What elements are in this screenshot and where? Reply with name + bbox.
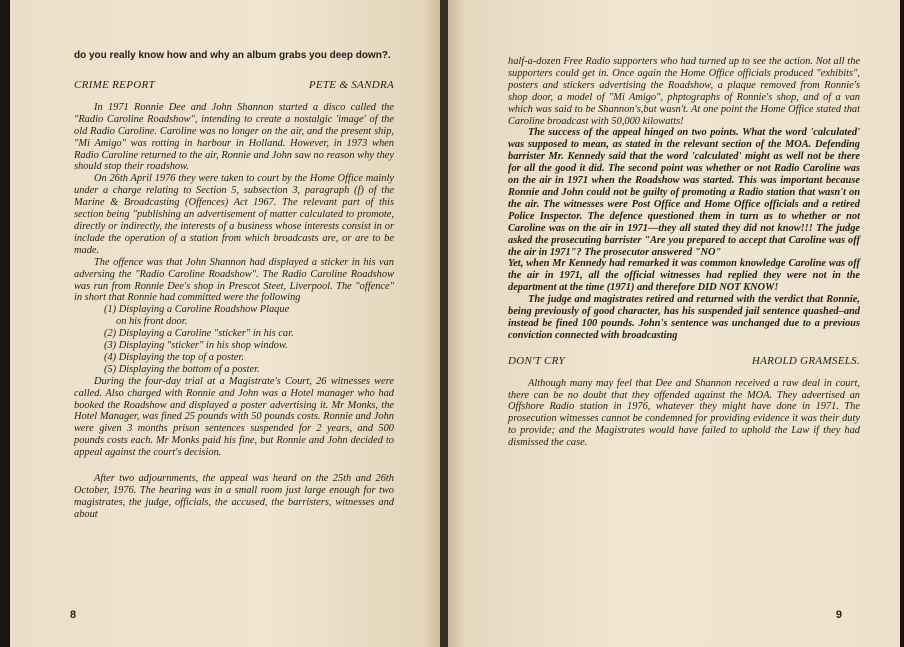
paragraph: The offence was that John Shannon had displayed a sticker in his van adversing the "Radio Caroline Roadshow". The Radio Caroline Roadshow was run from Ronnie Dee's shop in Prescot Steet, Liverpool. The "offence" in short that Ronnie had committed were the following [74,256,394,304]
section-author: HAROLD GRAMSELS. [751,354,860,367]
section-title: DON'T CRY [508,354,565,367]
paragraph: The judge and magistrates retired and returned with the verdict that Ronnie, being previously of good character, has his suspended jail sentence quashed–and instead be fined 100 pounds. John's sentence was unchanged due to a previous conviction connected with broadcasting [508,294,860,341]
list-item: (2) Displaying a Caroline "sticker" in his car. [104,328,294,340]
crime-report-heading [74,80,394,92]
dont-cry-heading [508,356,860,368]
right-page-content [508,56,860,449]
offence-list [74,304,394,375]
page-number: 8 [70,609,77,621]
left-page [10,0,440,647]
paragraph: Although many may feel that Dee and Shannon received a raw deal in court, there can be no doubt that they offended against the MOA. They advertised an Offshore Radio station in 1976, whatever they might have done in 1971. The prosecution witnesses cannot be condemned for providing evidence it was their duty to provide; and the Magistrates would have failed to uphold the Law if they had dismissed the case. [508,377,860,449]
paragraph: During the four-day trial at a Magistrate's Court, 26 witnesses were called. Also charged with Ronnie and John was a Hotel manager who had booked the Roadshow and displayed a poster advertising it. Mr Monks, the Hotel Manager, was fined 25 pounds with 50 pounds costs. Ronnie and John were given 3 months prison sentences suspended for 2 years, and 500 pounds costs each. Mr Monks paid his fine, but Ronnie and John decided to appeal against the court's decision. [74,375,394,459]
page-number: 9 [835,609,842,621]
paragraph: Yet, when Mr Kennedy had remarked it was common knowledge Caroline was off the air in 1971, all the official witnesses had replied they were not in the department at the time (1971) and therefore DID NOT KNOW! [508,258,860,294]
left-page-content [74,50,394,521]
paragraph: After two adjournments, the appeal was heard on the 25th and 26th October, 1976. The hearing was in a small room just large enough for two magistrates, the judge, officials, the accused, the barristers, witnesses and about [74,473,394,520]
paragraph: On 26th April 1976 they were taken to court by the Home Office mainly under a charge relating to Section 5, subsection 3, paragraph (f) of the Marine & Broadcasting (Offences) Act 1967. The relevant part of this section being "publishing an advertisement of matter calculated to promote, directly or indirectly, the interests of a business whose interests consist in or include the operation of a station from which broadcasts are, or are to be made. [74,173,394,256]
paragraph: In 1971 Ronnie Dee and John Shannon started a disco called the "Radio Caroline Roadshow", intending to create a nostalgic 'image' of the old Radio Caroline. Caroline was no longer on the air, and the present ship, "Mi Amigo" was rotting in harbour in Holland. However, in 1973 when Radio Caroline returned to the air, Ronnie and John saw no reason why they should stop their roadshow. [74,101,394,173]
page-headline: do you really know how and why an album grabs you deep down?. [74,50,391,61]
paragraph: half-a-dozen Free Radio supporters who had turned up to see the action. Not all the supporters could get in. Once again the Home Office officials produced "exhibits", posters and stickers advertising the Roadshow, a plaque removed from Ronnie's shop door, a model of "Mi Amigo", phptographs of Ronnie's shop, and of a van which was said to be Shannon's,but wasn't. At one point the Home Office stated that Caroline broadcast with 50,000 kilowatts! [508,56,860,127]
section-title: CRIME REPORT [74,79,155,91]
list-item: (1) Displaying a Caroline Roadshow Plaque [104,304,290,316]
right-page [448,0,900,647]
list-item: (4) Displaying the top of a poster. [104,351,244,363]
list-item: on his front door. [116,316,188,328]
list-item: (3) Displaying "sticker" in his shop window. [104,340,288,352]
paragraph: The success of the appeal hinged on two points. What the word 'calculated' was supposed to mean, as stated in the relevant section of the MOA. Defending barrister Mr. Kennedy said that the word 'calculated' might as well not be there for all the good it did. The second point was whether or not Radio Caroline was on the air in 1971 when the Roadshow was started. This was important because Ronnie and John could not be guilty of promoting a Radio station that wasn't on the air. The witnesses were Post Office and Home Office officials and a retired Police Inspector. The defence questioned them in turn as to whether or not Caroline was on the air in 1971—they all stated they did not know!!! The judge asked the prosecuting barrister "Are you prepared to accept that Caroline was off the air in 1971"? The prosecutor answered "NO" [508,127,860,258]
list-item: (5) Displaying the bottom of a poster. [104,363,260,375]
book-gutter [440,0,448,647]
section-author: PETE & SANDRA [308,79,394,91]
